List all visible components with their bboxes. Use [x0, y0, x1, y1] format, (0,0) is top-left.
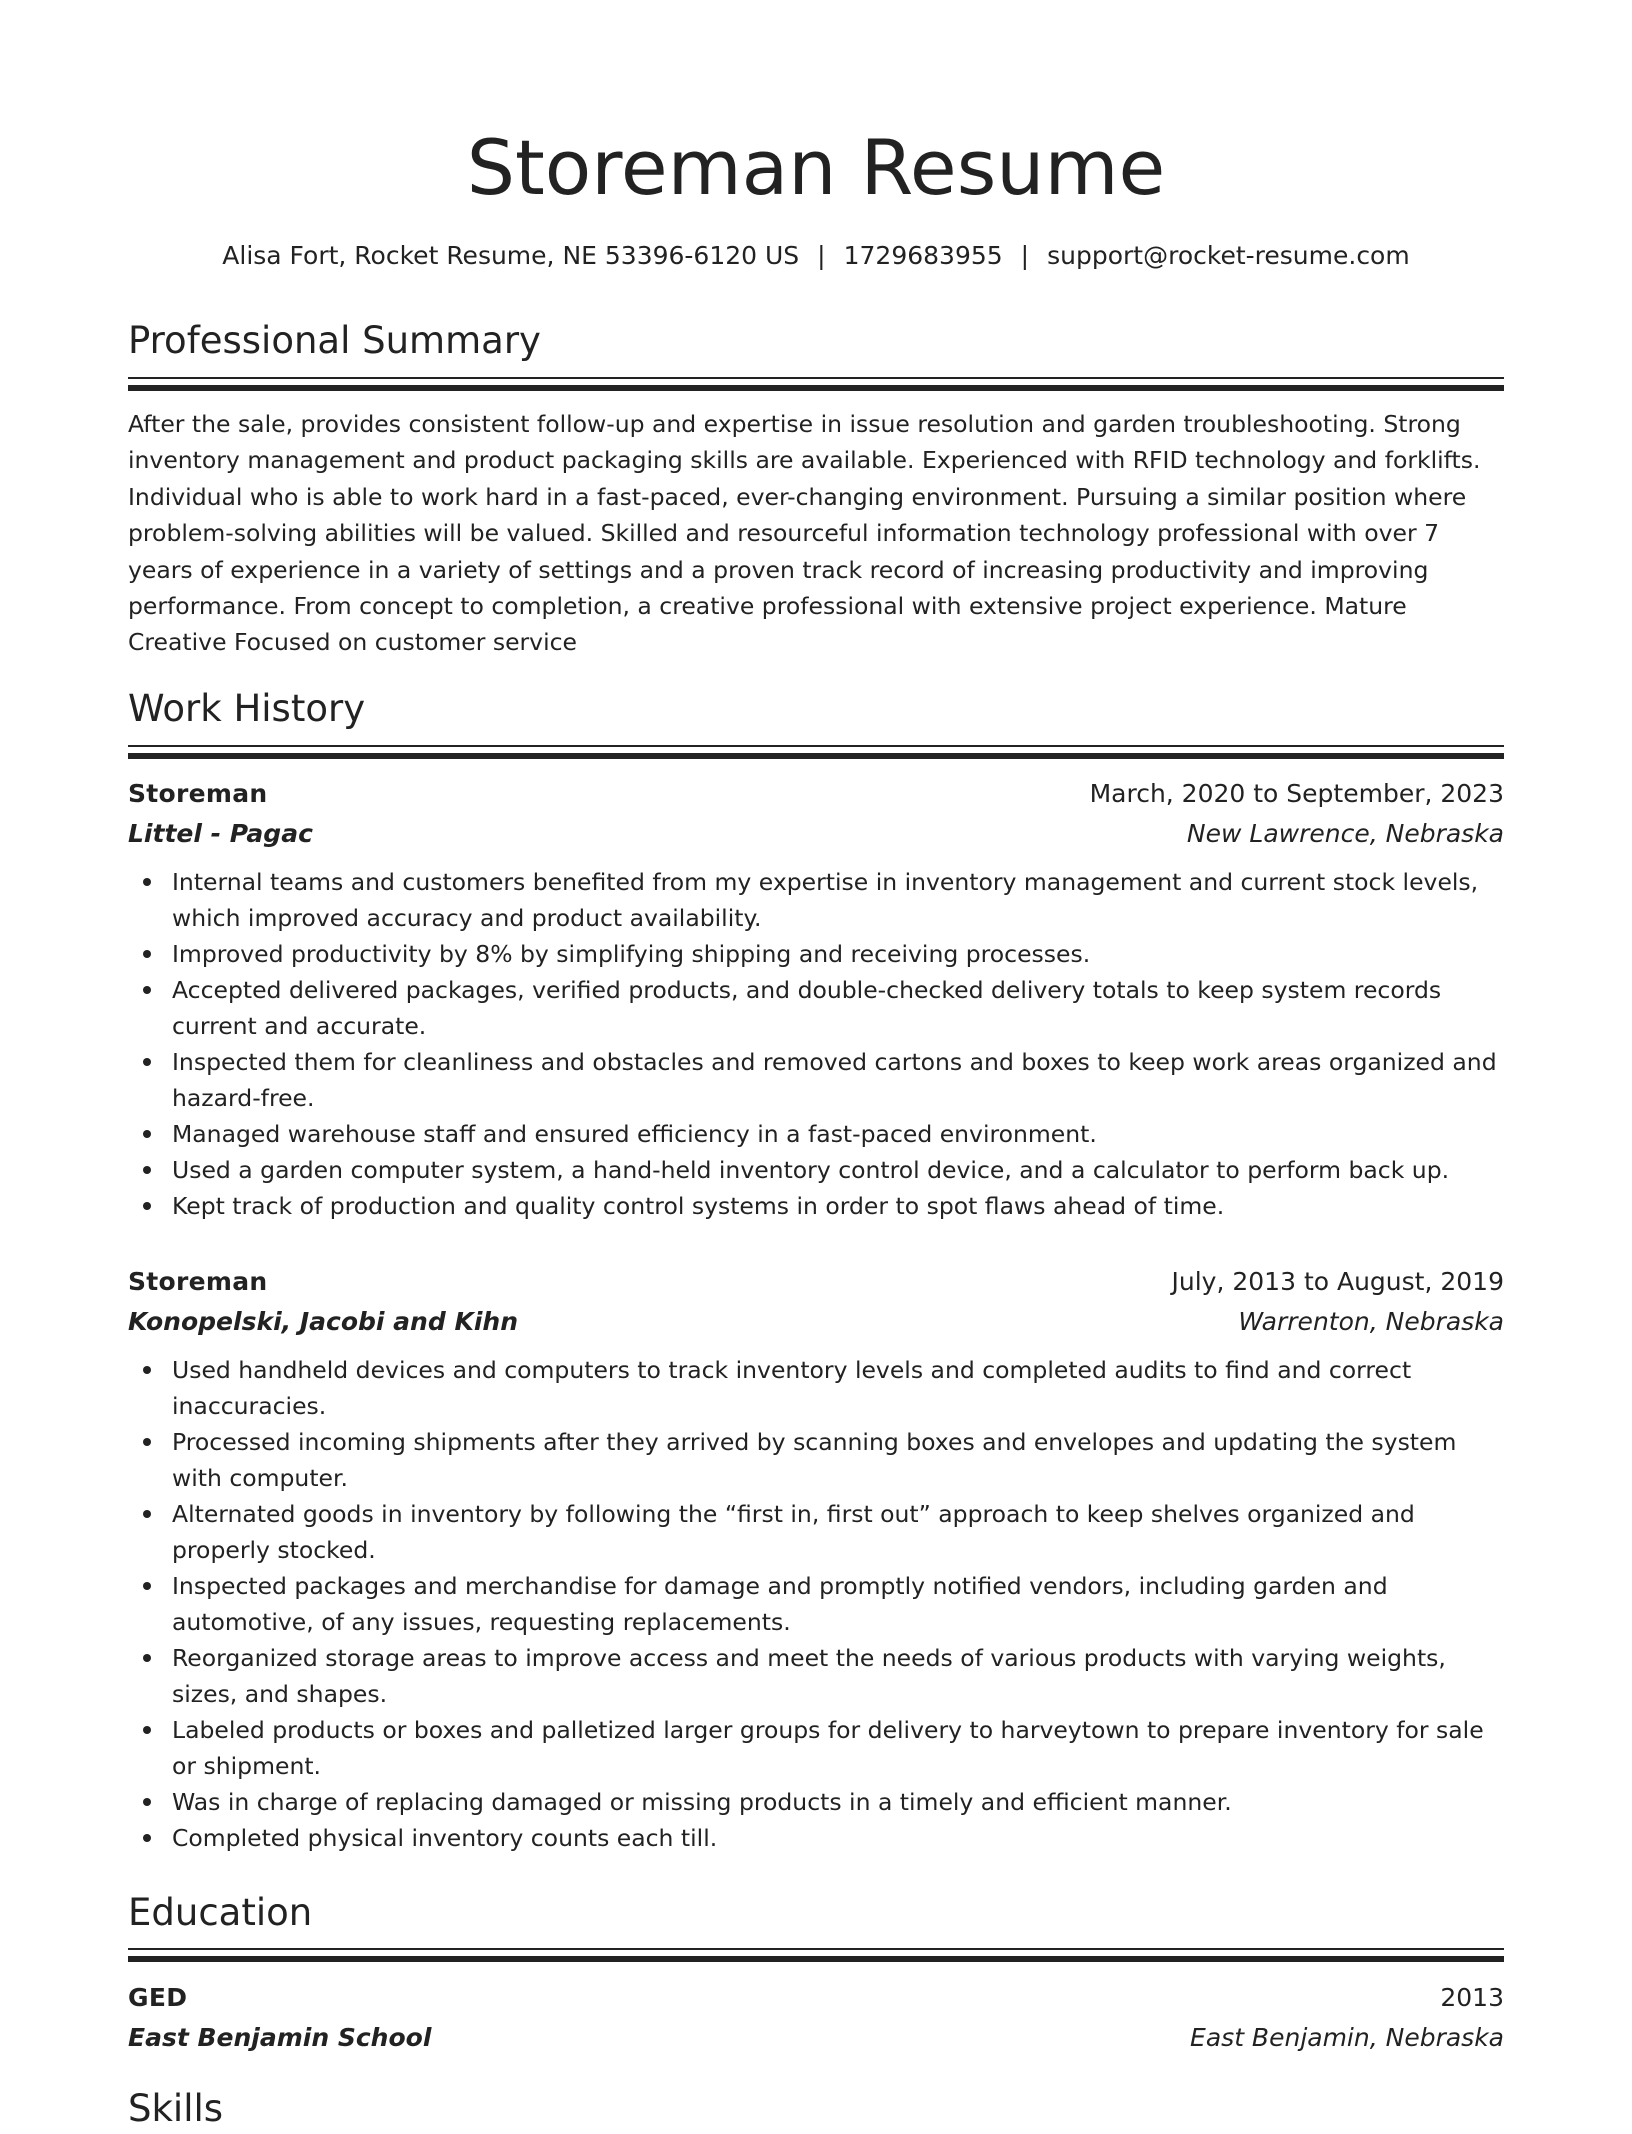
- job-company-row: [128, 814, 1504, 854]
- section-divider: [128, 1948, 1504, 1950]
- job-bullet: Inspected packages and merchandise for damage and promptly notified vendors, including garden and automotive, of any issues, requesting replacements.: [172, 1568, 1504, 1640]
- section-heading: Work History: [128, 687, 366, 730]
- job-bullet: Improved productivity by 8% by simplifying shipping and receiving processes.: [172, 936, 1504, 972]
- education-header-row: [128, 1978, 1504, 2018]
- section-heading: Skills: [128, 2087, 224, 2130]
- section-skills-header: [128, 2084, 1504, 2134]
- section-divider: [128, 1956, 1504, 1962]
- page-title: Storeman Resume: [466, 123, 1166, 212]
- contact-phone: 1729683955: [843, 241, 1003, 270]
- job-bullet: Used a garden computer system, a hand-held inventory control device, and a calculator to perform back up.: [172, 1152, 1504, 1188]
- section-divider: [128, 385, 1504, 391]
- job-bullet: Processed incoming shipments after they arrived by scanning boxes and envelopes and updating the system with computer.: [172, 1424, 1504, 1496]
- job-entry: [128, 1262, 1504, 1856]
- job-bullet: Completed physical inventory counts each till.: [172, 1820, 1504, 1856]
- job-location: New Lawrence, Nebraska: [1186, 819, 1504, 848]
- section-work-history-header: [128, 684, 1504, 734]
- job-bullet: Was in charge of replacing damaged or missing products in a timely and efficient manner.: [172, 1784, 1504, 1820]
- section-heading: Education: [128, 1891, 313, 1934]
- job-bullet: Managed warehouse staff and ensured efficiency in a fast-paced environment.: [172, 1116, 1504, 1152]
- job-bullet: Reorganized storage areas to improve access and meet the needs of various products with varying weights, sizes, and shapes.: [172, 1640, 1504, 1712]
- job-bullet-list: [128, 864, 1504, 1224]
- job-location: Warrenton, Nebraska: [1238, 1307, 1504, 1336]
- job-dates: July, 2013 to August, 2019: [1171, 1267, 1504, 1296]
- contact-line: [128, 236, 1504, 276]
- education-year: 2013: [1440, 1983, 1504, 2012]
- education-degree: GED: [128, 1983, 188, 2012]
- job-header-row: [128, 1262, 1504, 1302]
- job-bullet: Used handheld devices and computers to track inventory levels and completed audits to find and correct inaccuracies.: [172, 1352, 1504, 1424]
- section-summary-header: [128, 316, 1504, 366]
- contact-separator: |: [1020, 241, 1030, 270]
- education-school-row: [128, 2018, 1504, 2058]
- job-company-row: [128, 1302, 1504, 1342]
- job-dates: March, 2020 to September, 2023: [1089, 779, 1504, 808]
- job-company: Littel - Pagac: [128, 819, 313, 848]
- job-header-row: [128, 774, 1504, 814]
- job-bullet-list: [128, 1352, 1504, 1856]
- section-divider: [128, 377, 1504, 379]
- job-title: Storeman: [128, 1267, 268, 1296]
- contact-separator: |: [817, 241, 826, 270]
- contact-email: support@rocket-resume.com: [1047, 241, 1410, 270]
- job-company: Konopelski, Jacobi and Kihn: [128, 1307, 518, 1336]
- job-entry: [128, 774, 1504, 1224]
- job-bullet: Inspected them for cleanliness and obstacles and removed cartons and boxes to keep work areas organized and hazard-free.: [172, 1044, 1504, 1116]
- job-bullet: Accepted delivered packages, verified products, and double-checked delivery totals to keep system records current and accurate.: [172, 972, 1504, 1044]
- section-divider: [128, 745, 1504, 747]
- job-bullet: Alternated goods in inventory by following the “first in, first out” approach to keep shelves organized and properly stocked.: [172, 1496, 1504, 1568]
- job-bullet: Internal teams and customers benefited from my expertise in inventory management and current stock levels, which improved accuracy and product availability.: [172, 864, 1504, 936]
- contact-address: Alisa Fort, Rocket Resume, NE 53396-6120 US: [222, 241, 800, 270]
- section-divider: [128, 753, 1504, 759]
- education-school: East Benjamin School: [128, 2023, 432, 2052]
- job-bullet: Kept track of production and quality control systems in order to spot flaws ahead of time.: [172, 1188, 1504, 1224]
- job-bullet: Labeled products or boxes and palletized larger groups for delivery to harveytown to prepare inventory for sale or shipment.: [172, 1712, 1504, 1784]
- section-heading: Professional Summary: [128, 319, 541, 362]
- education-location: East Benjamin, Nebraska: [1190, 2023, 1504, 2052]
- section-education-header: [128, 1888, 1504, 1938]
- job-title: Storeman: [128, 779, 268, 808]
- summary-text: After the sale, provides consistent follow-up and expertise in issue resolution and garden troubleshooting. Strong inventory management and product packaging skills are available. Experienced with RFID technology and forklifts. Individual who is able to work hard in a fast-paced, ever-changing environment. Pursuing a similar position where problem-solving abilities will be valued. Skilled and resourceful information technology professional with over 7 years of experience in a variety of settings and a proven track record of increasing productivity and improving performance. From concept to completion, a creative professional with extensive project experience. Mature Creative Focused on customer service: [128, 410, 1481, 657]
- education-entry: [128, 1978, 1504, 2058]
